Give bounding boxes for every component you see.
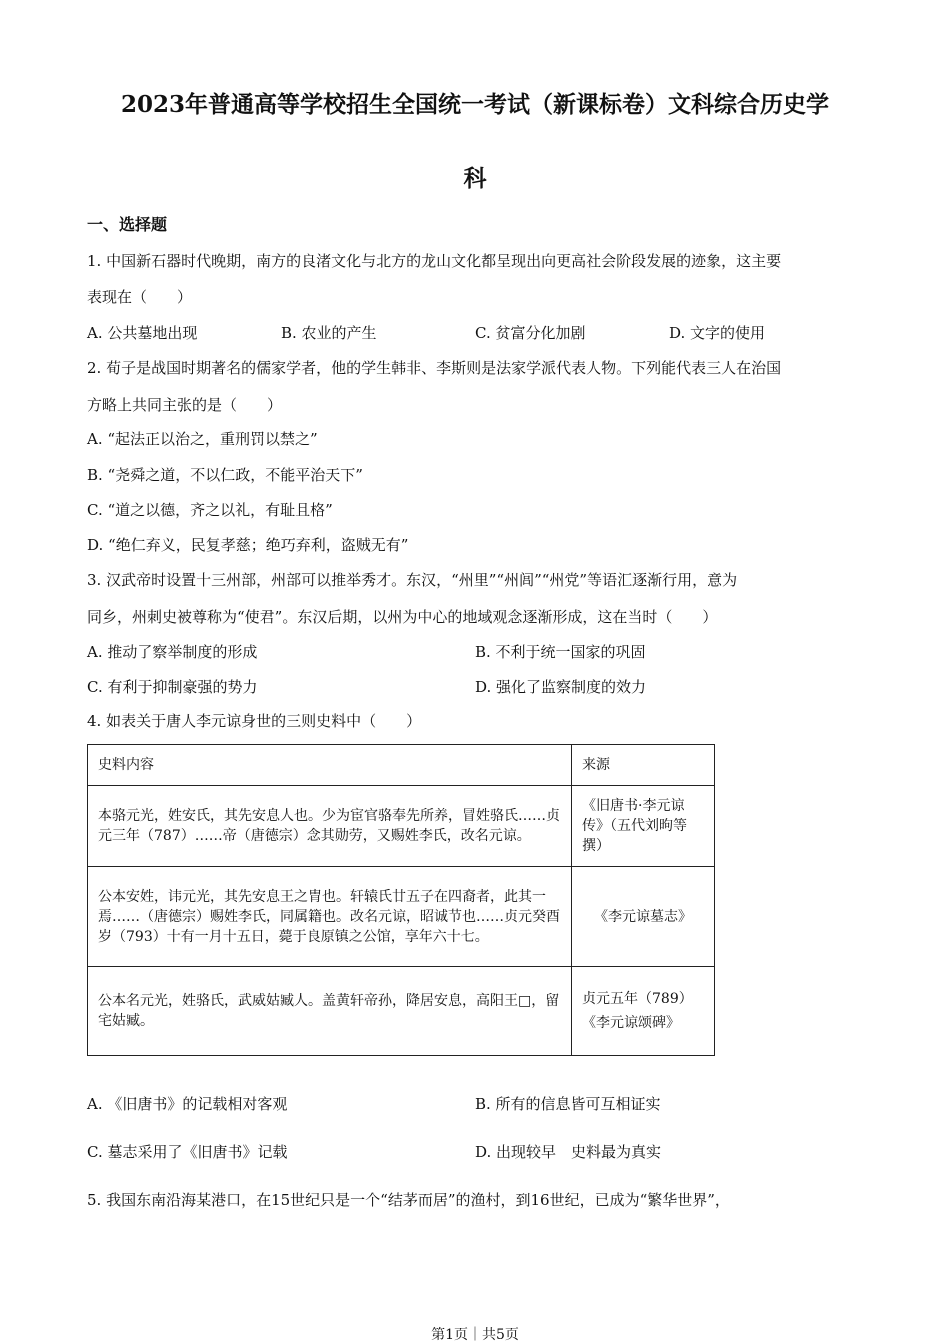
option-d: D. 文字的使用 bbox=[669, 324, 766, 342]
question-text: 3. 汉武帝时设置十三州部，州部可以推举秀才。东汉，“州里”“州闾”“州党”等语汇逐渐行用，意为 bbox=[87, 571, 738, 589]
option-a: A. “起法正以治之，重刑罚以禁之” bbox=[87, 430, 318, 448]
question-text: 2. 荀子是战国时期著名的儒家学者，他的学生韩非、李斯则是法家学派代表人物。下列能代表三人在治国 bbox=[87, 359, 782, 377]
source-table bbox=[87, 744, 715, 1056]
option-b: B. 所有的信息皆可互相证实 bbox=[475, 1095, 661, 1113]
option-b: B. 不利于统一国家的巩固 bbox=[475, 643, 646, 661]
table-row bbox=[88, 867, 715, 967]
cell-content: 公本名元光，姓骆氏，武威姑臧人。盖黄轩帝孙，降居安息，高阳王□，留宅姑臧。 bbox=[88, 967, 572, 1056]
table-row bbox=[88, 786, 715, 867]
header-source: 来源 bbox=[572, 745, 715, 786]
section-heading: 一、选择题 bbox=[87, 215, 168, 234]
table-header-row bbox=[88, 745, 715, 786]
option-d: D. 强化了监察制度的效力 bbox=[475, 678, 647, 696]
document-title: 2023年普通高等学校招生全国统一考试（新课标卷）文科综合历史学 bbox=[120, 91, 829, 118]
header-content: 史料内容 bbox=[88, 745, 572, 786]
cell-content: 本骆元光，姓安氏，其先安息人也。少为宦官骆奉先所养，冒姓骆氏……贞元三年（787）……帝（唐德宗）念其勋劳，又赐姓李氏，改名元谅。 bbox=[88, 786, 572, 867]
page-footer: 第1页｜共5页 bbox=[431, 1327, 519, 1343]
question-text: 同乡，州刺史被尊称为“使君”。东汉后期，以州为中心的地域观念逐渐形成，这在当时（ ） bbox=[87, 608, 718, 626]
option-d: D. “绝仁弃义，民复孝慈；绝巧弃利，盗贼无有” bbox=[87, 536, 409, 554]
question-5-text: 5. 我国东南沿海某港口，在15世纪只是一个“结茅而居”的渔村，到16世纪，已成为“繁华世界”， bbox=[87, 1191, 730, 1209]
question-text: 1. 中国新石器时代晚期，南方的良渚文化与北方的龙山文化都呈现出向更高社会阶段发展的迹象，这主要 bbox=[87, 252, 782, 270]
option-a: A. 《旧唐书》的记载相对客观 bbox=[87, 1095, 288, 1113]
option-c: C. 有利于抑制豪强的势力 bbox=[87, 678, 258, 696]
option-a: A. 推动了察举制度的形成 bbox=[87, 643, 258, 661]
option-d: D. 出现较早 史料最为真实 bbox=[475, 1143, 662, 1161]
option-b: B. 农业的产生 bbox=[281, 324, 377, 342]
cell-content: 公本安姓，讳元光，其先安息王之胄也。轩辕氏廿五子在四裔者，此其一焉……（唐德宗）赐姓李氏，同属籍也。改名元谅，昭诚节也……贞元癸酉岁（793）十有一月十五日，薨于良原镇之公馆，享年六十七。 bbox=[88, 867, 572, 967]
option-c: C. “道之以德，齐之以礼，有耻且格” bbox=[87, 501, 333, 519]
cell-source: 《李元谅墓志》 bbox=[572, 867, 715, 967]
table-row bbox=[88, 967, 715, 1056]
document-title-continued: 科 bbox=[463, 165, 487, 192]
cell-source bbox=[572, 967, 715, 1056]
cell-source: 《旧唐书·李元谅传》（五代刘昫等撰） bbox=[572, 786, 715, 867]
question-text: 4. 如表关于唐人李元谅身世的三则史料中（ ） bbox=[87, 712, 422, 730]
question-text: 方略上共同主张的是（ ） bbox=[87, 396, 283, 414]
option-c: C. 贫富分化加剧 bbox=[475, 324, 586, 342]
source-title: 《李元谅颂碑》 bbox=[582, 1015, 680, 1031]
question-text: 表现在（ ） bbox=[87, 288, 193, 306]
option-b: B. “尧舜之道，不以仁政，不能平治天下” bbox=[87, 466, 363, 484]
option-c: C. 墓志采用了《旧唐书》记载 bbox=[87, 1143, 288, 1161]
source-date: 贞元五年（789） bbox=[582, 991, 693, 1007]
option-a: A. 公共墓地出现 bbox=[87, 324, 198, 342]
